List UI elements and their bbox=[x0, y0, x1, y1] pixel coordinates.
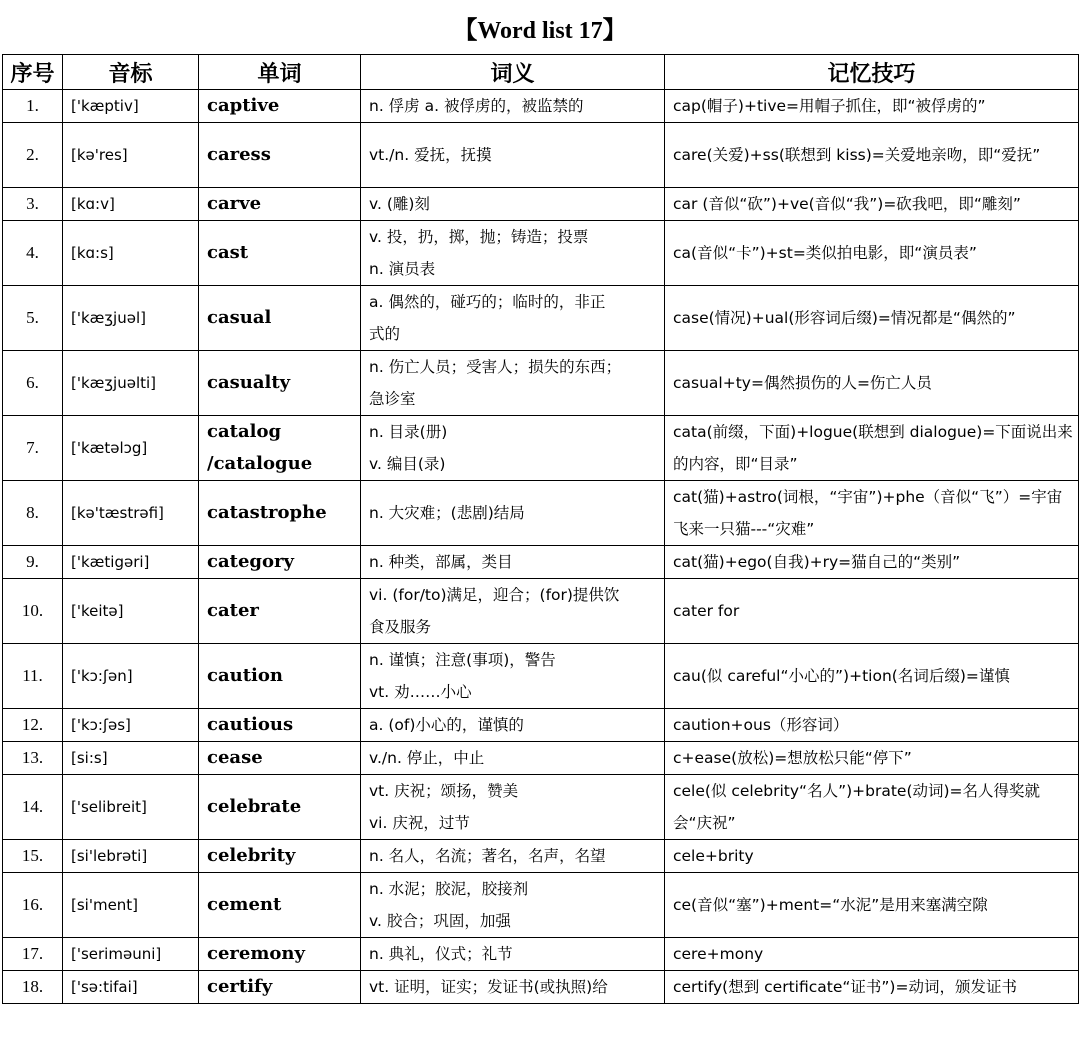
memory-tip-text: cere+mony bbox=[673, 945, 764, 963]
meaning-cell bbox=[361, 840, 665, 873]
phonetic: ['kæʒjuəl] bbox=[63, 286, 199, 351]
memory-tip-text: cau(似 careful“小心的”)+tion(名词后缀)=谨慎 bbox=[673, 667, 1010, 685]
word-cell bbox=[199, 873, 361, 938]
word-text: cease bbox=[207, 747, 263, 768]
memory-tip-text: cele(似 celebrity“名人”)+brate(动词)=名人得奖就会“庆祝” bbox=[673, 782, 1041, 832]
word-cell bbox=[199, 416, 361, 481]
word-cell bbox=[199, 90, 361, 123]
table-row bbox=[3, 188, 1079, 221]
word-cell bbox=[199, 481, 361, 546]
header-meaning: 词义 bbox=[361, 55, 665, 90]
row-index: 9. bbox=[3, 546, 63, 579]
meaning-cell bbox=[361, 546, 665, 579]
memory-tip-text: cater for bbox=[673, 602, 740, 620]
memory-tip-cell bbox=[665, 971, 1079, 1004]
row-index: 13. bbox=[3, 742, 63, 775]
row-index: 10. bbox=[3, 579, 63, 644]
meaning-line: n. 水泥；胶泥，胶接剂 bbox=[369, 880, 529, 898]
word-cell bbox=[199, 546, 361, 579]
word-text: cement bbox=[207, 894, 282, 915]
meaning-cell bbox=[361, 188, 665, 221]
table-row bbox=[3, 709, 1079, 742]
word-text: certify bbox=[207, 976, 273, 997]
meaning-cell bbox=[361, 775, 665, 840]
meaning-cell bbox=[361, 221, 665, 286]
word-text: ceremony bbox=[207, 943, 305, 964]
meaning-line: v. 胶合；巩固，加强 bbox=[369, 912, 511, 930]
meaning-line: vt. 劝……小心 bbox=[369, 683, 472, 701]
meaning-cell bbox=[361, 971, 665, 1004]
meaning-cell bbox=[361, 579, 665, 644]
row-index: 16. bbox=[3, 873, 63, 938]
phonetic: [si'lebrəti] bbox=[63, 840, 199, 873]
phonetic: ['kɔ:ʃəs] bbox=[63, 709, 199, 742]
memory-tip-cell bbox=[665, 481, 1079, 546]
memory-tip-cell bbox=[665, 221, 1079, 286]
table-row bbox=[3, 644, 1079, 709]
table-row bbox=[3, 742, 1079, 775]
memory-tip-cell bbox=[665, 742, 1079, 775]
memory-tip-text: cap(帽子)+tive=用帽子抓住，即“被俘虏的” bbox=[673, 97, 986, 115]
memory-tip-cell bbox=[665, 123, 1079, 188]
word-cell bbox=[199, 775, 361, 840]
meaning-cell bbox=[361, 873, 665, 938]
memory-tip-text: casual+ty=偶然损伤的人=伤亡人员 bbox=[673, 374, 932, 392]
row-index: 14. bbox=[3, 775, 63, 840]
phonetic: [kə'tæstrəfi] bbox=[63, 481, 199, 546]
meaning-cell bbox=[361, 644, 665, 709]
memory-tip-text: cele+brity bbox=[673, 847, 754, 865]
memory-tip-text: car (音似“砍”)+ve(音似“我”)=砍我吧，即“雕刻” bbox=[673, 195, 1021, 213]
table-row bbox=[3, 840, 1079, 873]
memory-tip-text: care(关爱)+ss(联想到 kiss)=关爱地亲吻，即“爱抚” bbox=[673, 146, 1041, 164]
meaning-line: 急诊室 bbox=[369, 390, 416, 408]
table-row bbox=[3, 351, 1079, 416]
word-text: celebrity bbox=[207, 845, 296, 866]
word-text: catastrophe bbox=[207, 502, 327, 523]
table-row bbox=[3, 938, 1079, 971]
row-index: 8. bbox=[3, 481, 63, 546]
phonetic: ['keitə] bbox=[63, 579, 199, 644]
meaning-line: n. 种类，部属，类目 bbox=[369, 553, 513, 571]
phonetic: [si:s] bbox=[63, 742, 199, 775]
memory-tip-cell bbox=[665, 416, 1079, 481]
phonetic: ['kæʒjuəlti] bbox=[63, 351, 199, 416]
memory-tip-cell bbox=[665, 90, 1079, 123]
table-row bbox=[3, 546, 1079, 579]
word-cell bbox=[199, 840, 361, 873]
memory-tip-text: ca(音似“卡”)+st=类似拍电影，即“演员表” bbox=[673, 244, 977, 262]
memory-tip-cell bbox=[665, 709, 1079, 742]
meaning-line: n. 谨慎；注意(事项)，警告 bbox=[369, 651, 556, 669]
table-row bbox=[3, 873, 1079, 938]
word-text: casual bbox=[207, 307, 272, 328]
meaning-line: a. (of)小心的，谨慎的 bbox=[369, 716, 524, 734]
meaning-cell bbox=[361, 286, 665, 351]
meaning-line: vi. (for/to)满足，迎合；(for)提供饮 bbox=[369, 586, 620, 604]
table-row bbox=[3, 123, 1079, 188]
word-list-table bbox=[2, 54, 1079, 1004]
meaning-line: n. 俘虏 a. 被俘虏的，被监禁的 bbox=[369, 97, 584, 115]
meaning-line: n. 大灾难；(悲剧)结局 bbox=[369, 504, 525, 522]
word-text: cautious bbox=[207, 714, 294, 735]
row-index: 12. bbox=[3, 709, 63, 742]
memory-tip-text: cat(猫)+astro(词根，“宇宙”)+phe（音似“飞”）=宇宙飞来一只猫---“灾难” bbox=[673, 488, 1063, 538]
memory-tip-text: cat(猫)+ego(自我)+ry=猫自己的“类别” bbox=[673, 553, 961, 571]
phonetic: ['kɔ:ʃən] bbox=[63, 644, 199, 709]
word-cell bbox=[199, 644, 361, 709]
page-title: 【Word list 17】 bbox=[453, 18, 627, 44]
header-memory-tip: 记忆技巧 bbox=[665, 55, 1079, 90]
word-text: /catalogue bbox=[207, 453, 313, 474]
word-text: casualty bbox=[207, 372, 291, 393]
word-text: caution bbox=[207, 665, 283, 686]
word-text: catalog bbox=[207, 421, 282, 442]
table-row bbox=[3, 775, 1079, 840]
meaning-cell bbox=[361, 416, 665, 481]
memory-tip-cell bbox=[665, 351, 1079, 416]
meaning-line: 式的 bbox=[369, 325, 401, 343]
phonetic: [kə'res] bbox=[63, 123, 199, 188]
meaning-line: v. (雕)刻 bbox=[369, 195, 430, 213]
phonetic: [si'ment] bbox=[63, 873, 199, 938]
row-index: 4. bbox=[3, 221, 63, 286]
word-text: celebrate bbox=[207, 796, 302, 817]
meaning-line: n. 伤亡人员；受害人；损失的东西； bbox=[369, 358, 622, 376]
word-cell bbox=[199, 579, 361, 644]
table-row bbox=[3, 221, 1079, 286]
table-row bbox=[3, 971, 1079, 1004]
memory-tip-cell bbox=[665, 840, 1079, 873]
memory-tip-cell bbox=[665, 938, 1079, 971]
memory-tip-cell bbox=[665, 579, 1079, 644]
memory-tip-cell bbox=[665, 286, 1079, 351]
memory-tip-text: certify(想到 certificate“证书”)=动词，颁发证书 bbox=[673, 978, 1017, 996]
meaning-line: v. 投，扔，掷，抛；铸造；投票 bbox=[369, 228, 589, 246]
row-index: 15. bbox=[3, 840, 63, 873]
row-index: 6. bbox=[3, 351, 63, 416]
header-word: 单词 bbox=[199, 55, 361, 90]
word-cell bbox=[199, 971, 361, 1004]
meaning-cell bbox=[361, 709, 665, 742]
phonetic: ['kætəlɔg] bbox=[63, 416, 199, 481]
meaning-line: n. 名人，名流；著名，名声，名望 bbox=[369, 847, 606, 865]
table-row bbox=[3, 90, 1079, 123]
phonetic: ['kætigəri] bbox=[63, 546, 199, 579]
table-row bbox=[3, 416, 1079, 481]
word-cell bbox=[199, 351, 361, 416]
memory-tip-text: c+ease(放松)=想放松只能“停下” bbox=[673, 749, 912, 767]
phonetic: ['seriməuni] bbox=[63, 938, 199, 971]
word-text: carve bbox=[207, 193, 262, 214]
word-cell bbox=[199, 188, 361, 221]
phonetic: ['selibreit] bbox=[63, 775, 199, 840]
meaning-line: a. 偶然的，碰巧的；临时的，非正 bbox=[369, 293, 606, 311]
memory-tip-cell bbox=[665, 546, 1079, 579]
word-cell bbox=[199, 286, 361, 351]
meaning-cell bbox=[361, 123, 665, 188]
word-cell bbox=[199, 742, 361, 775]
header-phonetic: 音标 bbox=[63, 55, 199, 90]
row-index: 5. bbox=[3, 286, 63, 351]
word-text: cast bbox=[207, 242, 249, 263]
memory-tip-text: caution+ous（形容词） bbox=[673, 716, 849, 734]
header-row bbox=[3, 55, 1079, 90]
word-cell bbox=[199, 938, 361, 971]
meaning-cell bbox=[361, 742, 665, 775]
phonetic: [kɑ:s] bbox=[63, 221, 199, 286]
meaning-line: v. 编目(录) bbox=[369, 455, 446, 473]
meaning-line: n. 典礼，仪式；礼节 bbox=[369, 945, 513, 963]
word-text: caress bbox=[207, 144, 271, 165]
meaning-line: vt. 证明，证实；发证书(或执照)给 bbox=[369, 978, 608, 996]
meaning-cell bbox=[361, 90, 665, 123]
table-row bbox=[3, 481, 1079, 546]
word-cell bbox=[199, 221, 361, 286]
row-index: 3. bbox=[3, 188, 63, 221]
phonetic: ['sə:tifai] bbox=[63, 971, 199, 1004]
memory-tip-cell bbox=[665, 775, 1079, 840]
word-text: cater bbox=[207, 600, 259, 621]
row-index: 1. bbox=[3, 90, 63, 123]
memory-tip-cell bbox=[665, 644, 1079, 709]
word-text: captive bbox=[207, 95, 280, 116]
header-index: 序号 bbox=[3, 55, 63, 90]
word-text: category bbox=[207, 551, 294, 572]
word-cell bbox=[199, 123, 361, 188]
meaning-line: n. 演员表 bbox=[369, 260, 436, 278]
memory-tip-text: ce(音似“塞”)+ment=“水泥”是用来塞满空隙 bbox=[673, 896, 988, 914]
meaning-cell bbox=[361, 351, 665, 416]
meaning-line: 食及服务 bbox=[369, 618, 432, 636]
row-index: 2. bbox=[3, 123, 63, 188]
row-index: 7. bbox=[3, 416, 63, 481]
row-index: 17. bbox=[3, 938, 63, 971]
meaning-line: vt./n. 爱抚，抚摸 bbox=[369, 146, 492, 164]
table-row bbox=[3, 579, 1079, 644]
memory-tip-text: cata(前缀，下面)+logue(联想到 dialogue)=下面说出来的内容，即“目录” bbox=[673, 423, 1073, 473]
memory-tip-cell bbox=[665, 188, 1079, 221]
meaning-cell bbox=[361, 938, 665, 971]
row-index: 11. bbox=[3, 644, 63, 709]
phonetic: ['kæptiv] bbox=[63, 90, 199, 123]
word-cell bbox=[199, 709, 361, 742]
meaning-cell bbox=[361, 481, 665, 546]
memory-tip-text: case(情况)+ual(形容词后缀)=情况都是“偶然的” bbox=[673, 309, 1016, 327]
phonetic: [kɑ:v] bbox=[63, 188, 199, 221]
meaning-line: vi. 庆祝，过节 bbox=[369, 814, 470, 832]
row-index: 18. bbox=[3, 971, 63, 1004]
meaning-line: v./n. 停止，中止 bbox=[369, 749, 485, 767]
meaning-line: vt. 庆祝；颂扬，赞美 bbox=[369, 782, 519, 800]
memory-tip-cell bbox=[665, 873, 1079, 938]
table-row bbox=[3, 286, 1079, 351]
meaning-line: n. 目录(册) bbox=[369, 423, 448, 441]
